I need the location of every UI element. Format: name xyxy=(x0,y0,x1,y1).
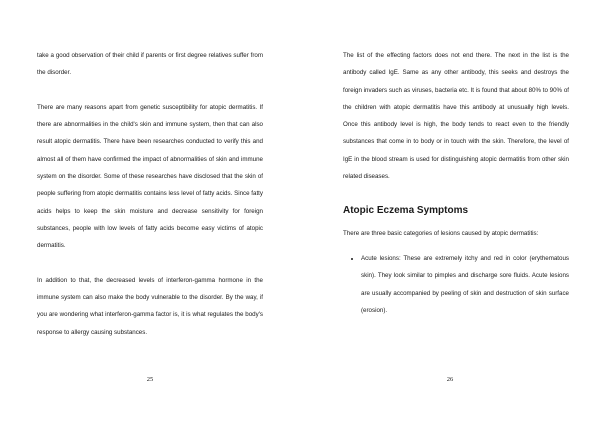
section-intro: There are three basic categories of lesions caused by atopic dermatitis: xyxy=(343,229,539,237)
right-page-number: 26 xyxy=(446,376,454,383)
left-paragraph-2: There are many reasons apart from genetic susceptibility for atopic dermatitis. If there are abnormalities in the child's skin and immune system, then that can also result atopic dermatitis. There have been researches conducted to verify this and almost all of them have confirmed the impact of abnormalities of skin and immune system on the disorder. Some of these researches have disclosed that the skin of people suffering from atopic dermatitis contains less level of fatty acids. Since fatty acids helps to keep the skin moisture and decrease sensitivity for foreign substances, people with low levels of fatty acids become easy victims of atopic dermatitis. xyxy=(37,103,263,250)
left-page-body xyxy=(37,47,263,358)
section-heading: Atopic Eczema Symptoms xyxy=(343,204,469,216)
left-page-number: 25 xyxy=(146,376,154,383)
left-paragraph-1: take a good observation of their child if parents or first degree relatives suffer from the disorder. xyxy=(37,52,263,77)
right-paragraph-1: The list of the effecting factors does not end there. The next in the list is the antibody called IgE. Same as any other antibody, this seeks and destroys the foreign invaders such as viruses, bacteria etc. It is found that about 80% to 90% of the children with atopic dermatitis have this antibody at unusually high levels. Once this antibody level is high, the body tends to react even to the friendly substances that come in to body or in touch with the skin. Therefore, the level of IgE in the blood stream is used for distinguishing atopic dermatitis from other skin related diseases. xyxy=(343,52,569,181)
right-page-body xyxy=(343,47,569,319)
list-item-acute-lesions: • Acute lesions: These are extremely itchy and red in color (erythematous skin). They look similar to pimples and discharge sore fluids. Acute lesions are usually accompanied by peeling of skin and destruction of skin surface (erosion). xyxy=(361,250,569,319)
right-page xyxy=(300,0,600,424)
left-paragraph-3: In addition to that, the decreased levels of interferon-gamma hormone in the immune system can also make the body vulnerable to the disorder. By the way, if you are wondering what interferon-gamma factor is, it is what regulates the body's response to allergy causing substances. xyxy=(37,276,263,336)
lesion-list xyxy=(343,250,569,319)
